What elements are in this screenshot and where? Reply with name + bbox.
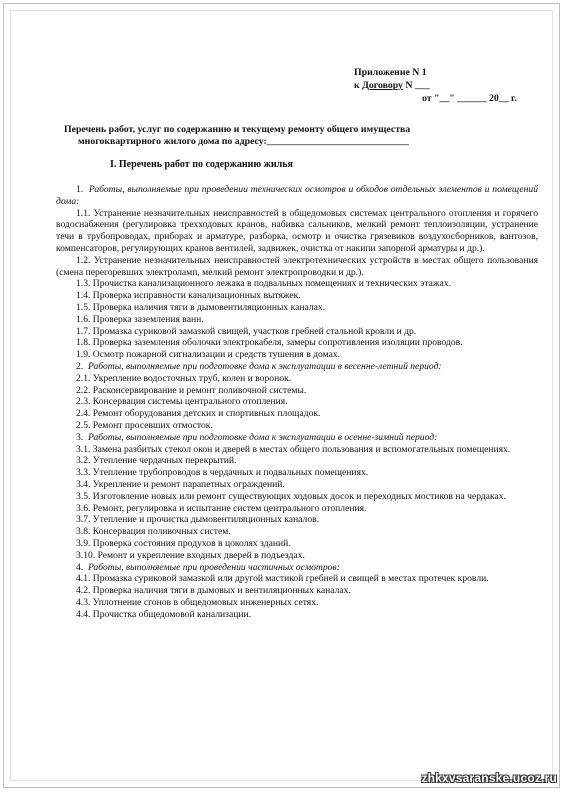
appendix-prefix: к	[354, 80, 363, 91]
work-list-item: 1.1. Устранение незначительных неисправностей в общедомовых системах центрального отопления и горячего водоснабжения (регулировка трехходовых кранов, набивка сальников, мелкий ремонт теплоизоляции, устранение течи в трубопроводах, приборах и арматуре, разборка, осмотр и очистка грязевиков воздухосборников, вантозов, компенсаторов, регулирующих кранов вентилей, задвижек, очистка от накипи запорной арматуры и др.).	[56, 207, 538, 254]
work-list-item: 4.2. Проверка наличия тяги в дымовых и вентиляционных каналах.	[76, 585, 351, 597]
document-title	[64, 124, 534, 148]
work-list-item: 1.5. Проверка наличия тяги в дымовентиляционных каналах.	[76, 301, 326, 313]
work-category-heading	[56, 562, 538, 574]
work-list-item: 2.2. Расконсервирование и ремонт поливочной системы.	[76, 384, 307, 396]
work-list-item: 1.3. Прочистка канализационного лежака в подвальных помещениях и технических этажах.	[76, 278, 451, 290]
work-list-item: 4.1. Промазка суриковой замазкой или другой мастикой гребней и свищей в местах протечек кровли.	[76, 573, 489, 585]
work-list-item: 1.2. Устранение незначительных неисправностей электротехнических устройств в местах общего пользования (смена перегоревших электроламп, мелкий ремонт электропроводки и др.).	[56, 254, 538, 278]
category-number: 3.	[76, 431, 84, 443]
work-list-item: 3.9. Проверка состояния продухов в цоколях зданий.	[76, 537, 291, 549]
work-list-item: 3.1. Замена разбитых стекол окон и дверей в местах общего пользования и вспомогательных помещениях.	[76, 443, 511, 455]
work-category-heading	[56, 432, 538, 444]
work-list-item: 1.9. Осмотр пожарной сигнализации и средств тушения в домах.	[76, 349, 341, 361]
work-category-heading	[56, 184, 538, 208]
work-list-item: 3.5. Изготовление новых или ремонт существующих ходовых досок и переходных мостиков на чердаках.	[76, 490, 506, 502]
title-line-1: Перечень работ, услуг по содержанию и текущему ремонту общего имущества	[64, 124, 411, 135]
section-heading: I. Перечень работ по содержанию жилья	[110, 159, 293, 170]
work-list-item: 3.6. Ремонт, регулировка и испытание систем центрального отопления.	[76, 502, 367, 514]
category-text: Работы, выполняемые при проведении технических осмотров и обходов отдельных элементов и помещений дома:	[56, 184, 538, 207]
appendix-number: N ___	[402, 80, 430, 91]
work-list-item: 2.1. Укрепление водосточных труб, колен и воронок.	[76, 372, 292, 384]
work-list-item: 1.6. Проверка заземления ванн.	[76, 313, 204, 325]
title-line-2: многоквартирного жилого дома по адресу:_____________________________	[78, 136, 409, 147]
work-list-item: 1.8. Проверка заземления оболочки электрокабеля, замеры сопротивления изоляции проводов.	[76, 337, 463, 349]
category-number: 4.	[76, 561, 84, 573]
work-list-item: 3.2. Утепление чердачных перекрытий.	[76, 455, 237, 467]
work-list-item: 1.7. Промазка суриковой замазкой свищей, участков гребней стальной кровли и др.	[76, 325, 417, 337]
category-text: Работы, выполняемые при проведении частичных осмотров:	[88, 561, 340, 573]
work-list-item: 3.10. Ремонт и укрепление входных дверей в подъездах.	[76, 549, 305, 561]
work-list-item: 3.3. Утепление трубопроводов в чердачных и подвальных помещениях.	[76, 467, 369, 479]
work-list-item: 1.4. Проверка исправности канализационных вытяжек.	[76, 290, 301, 302]
work-list	[56, 184, 538, 620]
work-list-item: 4.4. Прочистка общедомовой канализации.	[76, 608, 252, 620]
work-list-item: 3.4. Укрепление и ремонт парапетных ограждений.	[76, 478, 285, 490]
appendix-contract-line	[350, 79, 540, 92]
category-number: 1.	[76, 184, 84, 195]
work-category-heading	[56, 361, 538, 373]
work-list-item: 2.5. Ремонт просевших отмосток.	[76, 419, 213, 431]
work-list-item: 2.3. Консервация системы центрального отопления.	[76, 396, 288, 408]
category-text: Работы, выполняемые при подготовке дома к эксплуатации в весенне-летний период:	[88, 360, 442, 372]
work-list-item: 3.8. Консервация поливочных систем.	[76, 526, 231, 538]
contract-link[interactable]: Договору	[362, 80, 403, 91]
work-list-item: 3.7. Утепление и прочистка дымовентиляционных каналов.	[76, 514, 320, 526]
appendix-title: Приложение N 1	[354, 67, 427, 78]
work-list-item: 2.4. Ремонт оборудования детских и спортивных площадок.	[76, 408, 321, 420]
category-text: Работы, выполняемые при подготовке дома к эксплуатации в осенне-зимний период:	[88, 431, 438, 443]
site-watermark: zhkxvsaranske.ucoz.ru	[421, 771, 557, 785]
appendix-block	[350, 66, 540, 105]
work-list-item: 4.3. Уплотнение сгонов в общедомовых инженерных сетях.	[76, 596, 319, 608]
appendix-date-line: от "__" ______ 20__ г.	[422, 93, 517, 104]
category-number: 2.	[76, 360, 84, 372]
